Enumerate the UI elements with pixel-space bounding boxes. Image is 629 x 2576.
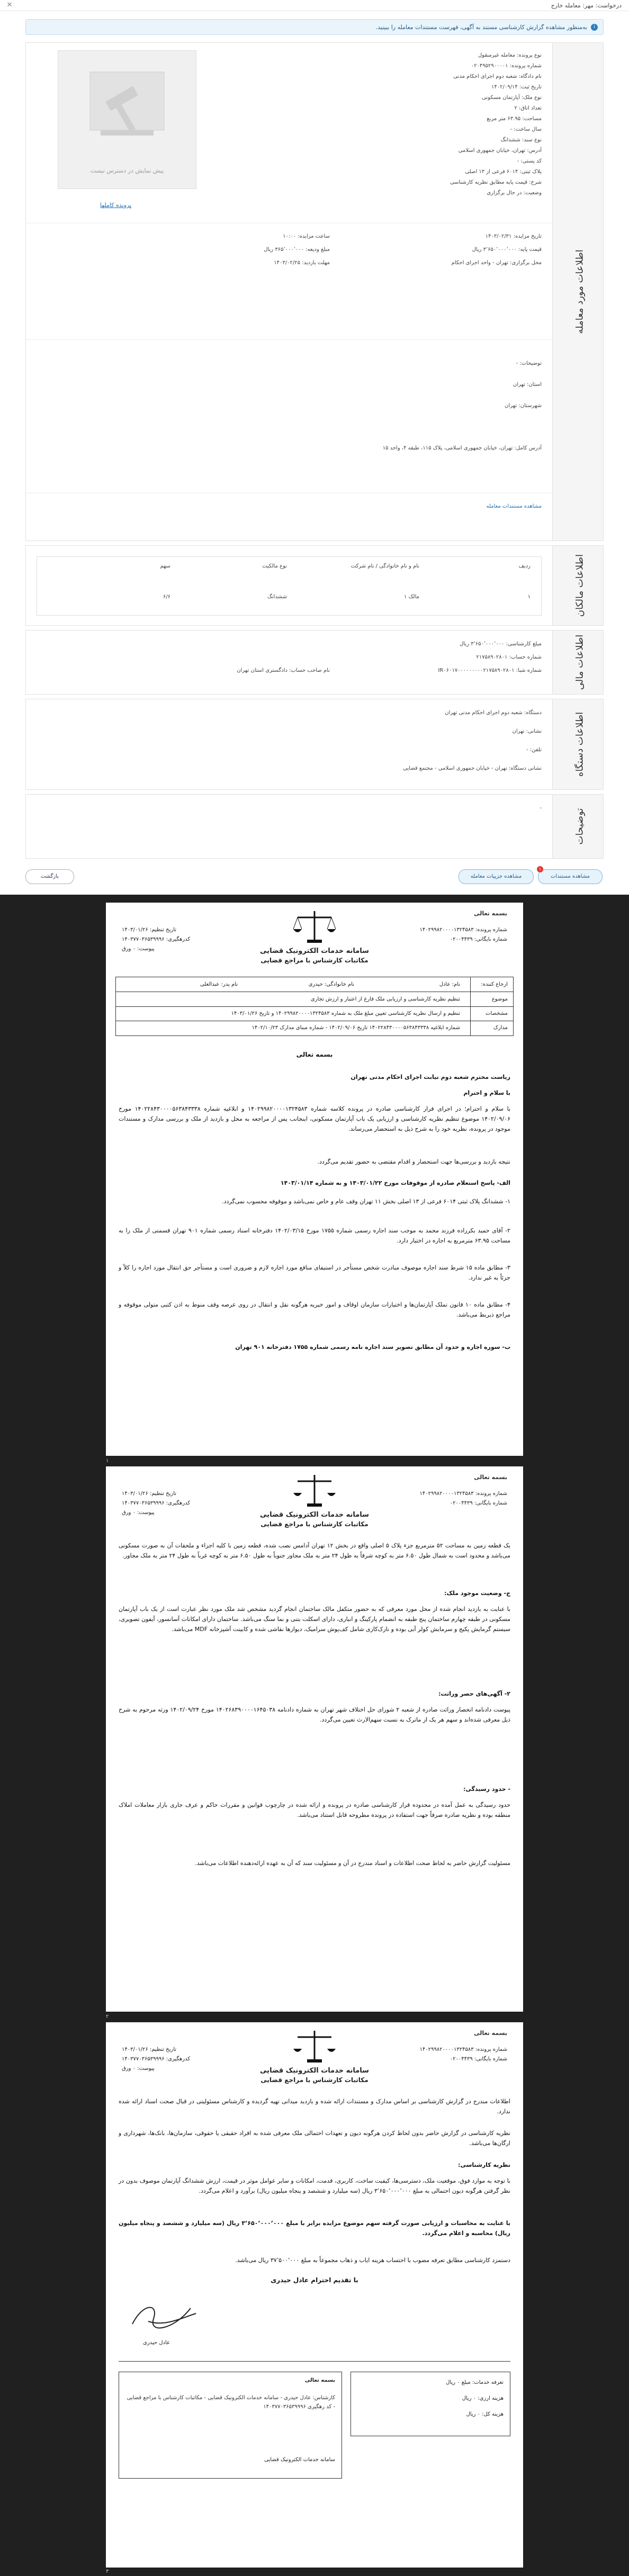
table-cell: مالک ۱ bbox=[404, 594, 419, 600]
info-section-sidebar bbox=[552, 43, 603, 541]
doc-paragraph: با سلام و احترام؛ در اجرای قرار کارشناسی صادره در پرونده کلاسه شماره ۱۴۰۲۹۹۸۲۰۰۰۰۱۳۲۴۵۸۳ و ابلاغیه شماره ۱۴۰۲۲۸۴۳۰۰۰۰۵۶۳۸۴۳۳۳۸ مورخ ۱۴۰۲/۰۹/۰۶ موضوع تنظیم نظریه کارشناسی و ارزیابی یک باب آپارتمان مسکونی، اینجانب پس از مراجعه به محل و بازدید از ملک و بررسی مدارک و مستندات موجود در پرونده، نظریه خود را به شرح ذیل به استحضار می‌رساند. bbox=[119, 1105, 511, 1132]
owners-table bbox=[37, 556, 542, 616]
doc-paragraph: با توجه به موارد فوق، موقعیت ملک، دسترسی‌ها، کیفیت ساخت، کاربری، قدمت، امکانات و سایر عوامل موثر در قیمت، ارزش ششدانگ آپارتمان موصوف بدون در نظر گرفتن هرگونه دیون احتمالی به مبلغ ۳٬۶۵۰٬۰۰۰٬۰۰۰ ریال (سه میلیارد و ششصد و پنجاه میلیون ریال) برآورد و اعلام می‌گردد. bbox=[119, 2177, 510, 2194]
info-row: نوع پرونده: معامله غیرمنقول bbox=[478, 52, 542, 58]
scales-emblem-icon bbox=[288, 1472, 341, 1509]
doc-org-title: سامانه خدمات الکترونیک قضایی bbox=[260, 947, 369, 955]
info-row: شماره پرونده: ۰۲۰۴۹۵۲۹۰۰۰۰۱ bbox=[471, 63, 542, 69]
signature-icon bbox=[127, 2298, 201, 2335]
grid-cell: نام پدر: عبدالعلی bbox=[200, 981, 238, 987]
info-row: آدرس کامل: تهران، خیابان جمهوری اسلامی، پلاک ۱۱۵، طبقه ۴، واحد ۱۵ bbox=[382, 445, 542, 451]
notice-text: به‌منظور مشاهده گزارش کارشناسی مستند به آگهی، فهرست مستندات معامله را ببینید. bbox=[375, 24, 587, 31]
info-row: مبلغ کارشناسی: ۳٬۶۵۰٬۰۰۰٬۰۰۰ ریال bbox=[460, 641, 542, 647]
document-page bbox=[106, 903, 523, 1456]
info-row: استان: تهران bbox=[513, 382, 542, 388]
info-row: شماره شبا: IR۰۶۰۱۷۰۰۰۰۰۰۰۰۰۲۱۷۵۸۹۰۲۸۰۱ bbox=[438, 668, 542, 673]
doc-meta: تاریخ تنظیم: ۱۴۰۳/۰۱/۲۶ bbox=[122, 927, 177, 933]
info-row: سال ساخت: - bbox=[510, 127, 542, 132]
doc-meta: کدرهگیری: ۱۴۰۳۷۷۰۳۶۵۳۹۹۹۶ bbox=[122, 2056, 191, 2062]
doc-meta: شماره بایگانی: ۰۲۰۰۴۴۳۹ bbox=[450, 936, 507, 942]
info-row: ساعت مزایده: ۱۰:۰۰ bbox=[283, 233, 330, 239]
info-section-title: اطلاعات مورد معامله bbox=[574, 249, 586, 334]
doc-org-subtitle: مکاتبات کارشناس با مراجع قضایی bbox=[260, 957, 369, 964]
info-row: پلاک ثبتی: ۶۰۱۴ فرعی از ۱۳ اصلی bbox=[465, 169, 542, 175]
notification-badge: ۱ bbox=[537, 866, 543, 872]
doc-meta: شماره بایگانی: ۰۲۰۰۴۴۳۹ bbox=[450, 1500, 507, 1506]
info-row: تاریخ مزایده: ۱۴۰۳/۰۲/۳۱ bbox=[485, 233, 542, 239]
info-row: نوع ملک: آپارتمان مسکونی bbox=[482, 95, 542, 101]
doc-paragraph: نظریه کارشناسی در گزارش حاضر بدون لحاظ کردن هرگونه دیون و تعهدات احتمالی ملک معرفی شده به افراد حقیقی یا حقوقی، سازمان‌ها، بانک‌ها، شهرداری و ارگان‌ها می‌باشد. bbox=[119, 2130, 510, 2147]
notice-banner bbox=[25, 19, 604, 35]
doc-paragraph: نتیجه بازدید و بررسی‌ها جهت استحضار و اقدام مقتضی به حضور تقدیم می‌گردد. bbox=[317, 1158, 510, 1165]
doc-meta: تاریخ تنظیم: ۱۴۰۳/۰۱/۲۶ bbox=[122, 1491, 177, 1497]
gavel-icon bbox=[58, 51, 196, 157]
desc-section-title: توضیحات bbox=[574, 808, 586, 845]
doc-header bbox=[106, 2022, 523, 2091]
table-header: نام و نام خانوادگی / نام شرکت bbox=[351, 563, 419, 569]
info-row: شهرستان: تهران bbox=[505, 403, 542, 409]
financial-section-title: اطلاعات مالی bbox=[574, 634, 586, 690]
desc-section-sidebar bbox=[552, 795, 603, 858]
doc-meta: شماره بایگانی: ۰۲۰۰۴۴۳۹ bbox=[450, 2056, 507, 2062]
grid-cell: نام: عادل bbox=[439, 981, 460, 987]
doc-paragraph: یک قطعه زمین به مساحت ۵۲ مترمربع جزء پلاک ۵ اصلی واقع در بخش ۱۲ تهران آدامس نصب شده، قطعه زمین با کلیه اجزاء و ملحقات آن به صورت مسکونی می‌باشد و محدود است به شمال طول ۶.۵۰ متر به کوچه شرقاً به طول ۲۴ متر به ملک مجاور جنوباً به طول ۶.۵۰ متر به کوچه غرباً به طول ۲۴ متر به ملک مجاور. bbox=[119, 1542, 510, 1559]
fee-box bbox=[351, 2372, 510, 2436]
doc-heading: نظریه کارشناسی: bbox=[458, 2161, 510, 2168]
doc-meta: تاریخ تنظیم: ۱۴۰۳/۰۱/۲۶ bbox=[122, 2047, 177, 2052]
doc-header bbox=[106, 1466, 523, 1535]
doc-meta: کدرهگیری: ۱۴۰۳۷۷۰۳۶۵۳۹۹۹۶ bbox=[122, 936, 191, 942]
grid-label: موضوع bbox=[491, 996, 508, 1002]
grid-label: ارجاع کننده: bbox=[481, 981, 508, 987]
owners-section bbox=[25, 545, 604, 626]
grid-label: مدارک bbox=[493, 1025, 508, 1031]
divider bbox=[119, 2361, 510, 2362]
doc-addressee: ریاست محترم شعبه دوم نیابت اجرای احکام مدنی تهران bbox=[351, 1074, 510, 1080]
doc-besm: بسمه تعالی bbox=[474, 2030, 507, 2037]
grid-label: مشخصات bbox=[486, 1011, 508, 1016]
back-button[interactable]: بازگشت bbox=[25, 869, 74, 884]
info-row: توضیحات: - bbox=[516, 361, 542, 366]
doc-paragraph: ۲- آقای حمید بکرزاده فرزند محمد به موجب سند اجاره رسمی شماره ۱۷۵۵ مورخ ۱۴۰۲/۰۳/۱۵ دفترخانه اسناد رسمی شماره ۹۰۱ تهران قسمتی از ملک را به مساحت ۶۳.۹۵ مترمربع به اجاره در اختیار دارد. bbox=[119, 1227, 510, 1244]
info-section bbox=[25, 42, 604, 541]
fee-row: تعرفه خدمات: مبلغ ۰ ریال bbox=[446, 2380, 504, 2385]
view-documents-button[interactable]: مشاهده مستندات bbox=[538, 869, 603, 884]
doc-header bbox=[106, 903, 523, 971]
doc-signoff: با تقدیم احترام عادل حیدری bbox=[271, 2276, 358, 2284]
fee-row: هزینه کل: ۰ ریال bbox=[466, 2411, 504, 2417]
info-row: شماره حساب: ۲۱۷۵۸۹۰۲۸۰۱ bbox=[476, 654, 542, 660]
grid-cell: تنظیم نظریه کارشناسی و ارزیابی ملک فارغ از اعتبار و ارزش تجاری bbox=[310, 996, 460, 1002]
doc-salam: با سلام و احترام bbox=[463, 1089, 510, 1096]
box-title: بسمه تعالی bbox=[304, 2377, 335, 2383]
info-row: تاریخ ثبت: ۱۴۰۲/۰۹/۱۴ bbox=[491, 84, 542, 90]
doc-heading: - حدود رسیدگی: bbox=[463, 1786, 510, 1793]
doc-paragraph: ۱- ششدانگ پلاک ثبتی ۶۰۱۴ فرعی از ۱۳ اصلی بخش ۱۱ تهران وقف عام و خاص نمی‌باشد و موقوفه محسوب نمی‌گردد. bbox=[222, 1198, 510, 1205]
doc-meta: پیوست: ۰ ورق bbox=[122, 2066, 155, 2071]
app-title: درخواست: مهر: معامله خارج bbox=[551, 2, 622, 9]
footer-actions bbox=[25, 868, 603, 884]
desc-section bbox=[25, 794, 604, 859]
doc-paragraph: ۴- مطابق ماده ۱۰ قانون تملک آپارتمان‌ها و اختیارات سازمان اوقاف و امور خیریه هرگونه نقل و انتقال در روی عرصه وقف منوط به اذن کتبی متولی موقوفه و مراجع ذیربط می‌باشد. bbox=[119, 1301, 510, 1318]
doc-paragraph: اطلاعات مندرج در گزارش کارشناسی بر اساس مدارک و مستندات ارائه شده و بازدید میدانی تهیه گردیده و کارشناس مسئولیتی در قبال صحت اسناد ارائه شده ندارد. bbox=[119, 2098, 510, 2115]
doc-meta: شماره پرونده: ۱۴۰۲۹۹۸۲۰۰۰۰۱۳۲۴۵۸۳ bbox=[419, 927, 507, 933]
desc-text: - bbox=[540, 805, 542, 811]
info-row: مبلغ ودیعه: ۳۶۵٬۰۰۰٬۰۰۰ ریال bbox=[264, 247, 330, 253]
signature-box bbox=[119, 2372, 342, 2479]
page-number: ۱ bbox=[106, 1458, 109, 1464]
doc-besm: بسمه تعالی bbox=[474, 910, 507, 917]
doc-meta: پیوست: ۰ ورق bbox=[122, 1510, 155, 1516]
doc-title: بسمه تعالی bbox=[296, 1051, 333, 1058]
doc-meta: کدرهگیری: ۱۴۰۳۷۷۰۳۶۵۳۹۹۹۶ bbox=[122, 1500, 191, 1506]
table-cell: ۱ bbox=[527, 594, 531, 600]
info-row: مهلت بازدید: ۱۴۰۳/۰۲/۲۵ bbox=[274, 260, 330, 266]
info-row: محل برگزاری: تهران - واحد اجرای احکام bbox=[451, 260, 542, 266]
doc-info-grid bbox=[115, 977, 514, 1036]
grid-cell: شماره ابلاغیه ۱۴۰۲۲۸۴۳۰۰۰۰۵۶۳۸۴۳۳۳۸ تاریخ ۱۴۰۲/۰۹/۰۶ - شماره مبنای مدارک ۱۴۰۲/۱۰/۲۳ bbox=[251, 1025, 460, 1031]
table-cell: ۶/۶ bbox=[163, 594, 170, 600]
info-row: شرح: قیمت پایه مطابق نظریه کارشناسی bbox=[450, 179, 542, 185]
scales-emblem-icon bbox=[288, 2028, 341, 2065]
owners-section-title: اطلاعات مالکان bbox=[574, 554, 586, 617]
device-section bbox=[25, 699, 604, 790]
document-page bbox=[106, 2022, 523, 2568]
doc-besm: بسمه تعالی bbox=[474, 1474, 507, 1481]
property-image-placeholder bbox=[58, 50, 196, 189]
info-row: نشانی دستگاه: تهران - خیابان جمهوری اسلامی - مجتمع قضایی bbox=[403, 765, 542, 771]
view-images-link[interactable]: پرونده کاملها bbox=[100, 202, 132, 209]
table-header: سهم bbox=[160, 563, 170, 569]
info-row: تعداد اتاق: ۲ bbox=[514, 105, 542, 111]
fee-row: هزینه ارزی: ۰ ریال bbox=[462, 2395, 504, 2401]
info-row: نوع سند: ششدانگ bbox=[500, 137, 542, 143]
doc-heading: ج- وضعیت موجود ملک: bbox=[444, 1590, 510, 1597]
divider bbox=[26, 339, 552, 340]
doc-heading: الف- پاسخ استعلام صادره از موقوفات مورخ ۱۴۰۳/۰۱/۲۲ و به شماره ۱۴۰۳/۰۱/۱۴ bbox=[280, 1179, 510, 1186]
page-number: ۳ bbox=[106, 2569, 109, 2574]
doc-org-title: سامانه خدمات الکترونیک قضایی bbox=[260, 1511, 369, 1519]
page-number: ۲ bbox=[106, 2014, 109, 2020]
info-row: وضعیت: در حال برگزاری bbox=[487, 190, 542, 196]
doc-paragraph: با عنایت به محاسبات و ارزیابی صورت گرفته سهم موضوع مزایده برابر با مبلغ ۳٬۶۵۰٬۰۰۰٬۰۰۰ ریال (سه میلیارد و ششصد و پنجاه میلیون ریال) محاسبه و اعلام می‌گردد. bbox=[119, 2220, 510, 2237]
scales-emblem-icon bbox=[288, 908, 341, 945]
doc-org-title: سامانه خدمات الکترونیک قضایی bbox=[260, 2067, 369, 2075]
doc-paragraph: ۳- مطابق ماده ۱۵ شرط سند اجاره موصوف مبادرت شخص مستأجر در استیفای منافع مورد اجاره لازم و ضروری است و مستأجر حق انتقال مورد اجاره را کلاً و جزئاً به غیر ندارد. bbox=[119, 1264, 510, 1281]
box-text: کارشناس: عادل حیدری - سامانه خدمات الکترونیک قضایی - مکاتبات کارشناس با مراجع قضایی - کد رهگیری ۱۴۰۳۷۷۰۳۶۵۳۹۹۹۶ bbox=[127, 2395, 335, 2410]
info-row: نام دادگاه: شعبه دوم اجرای احکام مدنی bbox=[453, 74, 542, 79]
doc-paragraph: دستمزد کارشناسی مطابق تعرفه مصوب با احتساب هزینه ایاب و ذهاب مجموعاً به مبلغ ۳۷٬۵۰۰٬۰۰۰ ریال می‌باشد. bbox=[235, 2257, 510, 2264]
image-caption: پیش نمایش در دسترس نیست bbox=[90, 167, 164, 174]
doc-paragraph: با عنایت به بازدید انجام شده از محل مورد معرفی که به حضور متکفل مالک ساختمان انجام گردید مشخص شد ملک مورد نظر عبارت است از یک باب آپارتمان مسکونی در طبقه چهارم ساختمان پنج طبقه به انضمام پارکینگ و انباری، دارای اسکلت بتنی و نما سنگ می‌باشد. ساختمان دارای امکانات آسانسور، آیفون تصویری، سیستم گرمایش پکیج و سرمایش کولر آبی بوده و نازک‌کاری شامل کف‌پوش سرامیک، دیوارها نقاشی شده و کابینت آشپزخانه MDF می‌باشد. bbox=[119, 1606, 510, 1633]
info-row: مساحت: ۶۳.۹۵ متر مربع bbox=[487, 116, 542, 122]
view-deal-details-button[interactable]: مشاهده جزییات معامله bbox=[459, 869, 534, 884]
info-row: دستگاه: شعبه دوم اجرای احکام مدنی تهران bbox=[445, 710, 542, 716]
device-section-title: اطلاعات دستگاه bbox=[574, 711, 586, 777]
info-row: قیمت پایه: ۳٬۶۵۰٬۰۰۰٬۰۰۰ ریال bbox=[472, 247, 542, 253]
table-header: ردیف bbox=[518, 563, 531, 569]
doc-meta: شماره پرونده: ۱۴۰۲۹۹۸۲۰۰۰۰۱۳۲۴۵۸۳ bbox=[419, 2047, 507, 2052]
close-icon[interactable]: ✕ bbox=[6, 1, 13, 9]
documents-link[interactable]: مشاهده مستندات معامله bbox=[486, 503, 542, 509]
doc-heading: ب- سوره اجاره و حدود آن مطابق تصویر سند اجاره نامه رسمی شماره ۱۷۵۵ دفترخانه ۹۰۱ تهران bbox=[235, 1344, 510, 1350]
doc-paragraph: حدود رسیدگی به عمل آمده در محدوده قرار کارشناسی صادره در پرونده و ارائه شده در چارچوب قوانین و مقررات حاکم و عرف جاری بازار معاملات املاک منطقه بوده و نظریه صادره صرفاً جهت استفاده در پرونده مطروحه قابل استناد می‌باشد. bbox=[119, 1802, 510, 1818]
table-cell: ششدانگ bbox=[267, 594, 287, 600]
document-page bbox=[106, 1466, 523, 2012]
doc-paragraph: مسئولیت گزارش حاضر به لحاظ صحت اطلاعات و اسناد مندرج در آن و مسئولیت سند که آن به عهده ارائه‌دهنده اطلاعات می‌باشد. bbox=[195, 1860, 510, 1867]
financial-section bbox=[25, 630, 604, 695]
box-org: سامانه خدمات الکترونیک قضایی bbox=[264, 2457, 335, 2463]
doc-heading: ۲- آگهی‌های حصر وراثت: bbox=[438, 1690, 510, 1697]
info-row: آدرس: تهران، خیابان جمهوری اسلامی bbox=[458, 148, 542, 154]
table-header: نوع مالکیت bbox=[262, 563, 287, 569]
app-bar bbox=[0, 0, 629, 11]
doc-meta: شماره پرونده: ۱۴۰۲۹۹۸۲۰۰۰۰۱۳۲۴۵۸۳ bbox=[419, 1491, 507, 1497]
info-row: کد پستی: - bbox=[517, 158, 542, 164]
doc-org-subtitle: مکاتبات کارشناس با مراجع قضایی bbox=[260, 1520, 369, 1528]
doc-paragraph: پیوست دادنامه انحصار وراثت صادره از شعبه ۲ شورای حل اختلاف شهر تهران به شماره دادنامه ۱۴۰۲۶۸۳۹۰۰۰۰۱۶۴۵۰۳۸ مورخ ۱۴۰۲/۰۹/۲۴ ورثه مرحوم به شرح ذیل معرفی شده‌اند و سهم هر یک از ماترک به نسبت سهم‌الارث تعیین می‌گردد. bbox=[119, 1706, 511, 1723]
signer-name: عادل حیدری bbox=[143, 2340, 170, 2346]
grid-cell: نام خانوادگی: حیدری bbox=[308, 981, 354, 987]
info-icon: i bbox=[591, 24, 598, 31]
info-row: نام صاحب حساب: دادگستری استان تهران bbox=[237, 668, 330, 673]
grid-cell: تنظیم و ارسال نظریه کارشناسی تعیین مبلغ ملک به شماره ۱۴۰۲۹۹۸۲۰۰۰۰۱۳۲۴۵۸۳ و تاریخ ۱۴۰۳/۰۱/۲۶ bbox=[231, 1011, 460, 1016]
doc-org-subtitle: مکاتبات کارشناس با مراجع قضایی bbox=[260, 2076, 369, 2084]
info-row: نشانی: تهران bbox=[512, 728, 542, 734]
info-row: تلفن: - bbox=[526, 747, 542, 753]
doc-meta: پیوست: ۰ ورق bbox=[122, 946, 155, 952]
